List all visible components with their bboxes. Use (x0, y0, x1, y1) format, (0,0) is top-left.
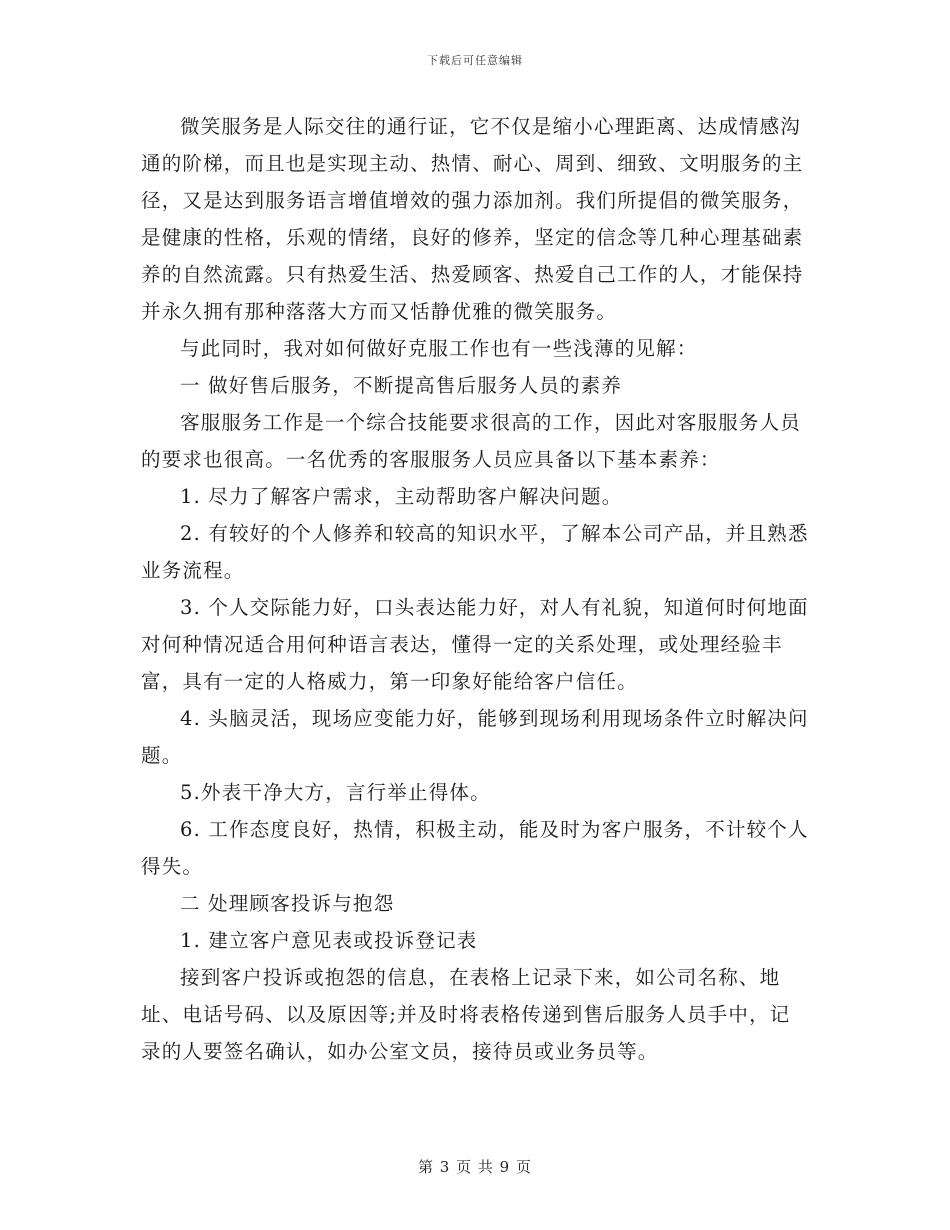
list-item-1: 1. 尽力了解客户需求，主动帮助客户解决问题。 (180, 485, 623, 508)
paragraph-complaint-handling: 接到客户投诉或抱怨的信息，在表格上记录下来，如公司名称、地址、电话号码、以及原因等;并及时将表格传递到售后服务人员手中，记录的人要签名确认，如办公室文员，接待员或业务员等。 (141, 966, 791, 1063)
list-item-5: 5.外表干净大方，言行举止得体。 (180, 781, 491, 804)
subheading-complaint-form: 1. 建立客户意见表或投诉登记表 (180, 929, 478, 952)
paragraph-intro-views: 与此同时，我对如何做好克服工作也有一些浅薄的见解： (180, 337, 698, 360)
list-item-4: 4. 头脑灵活，现场应变能力好，能够到现场利用现场条件立时解决问题。 (141, 707, 809, 767)
page-number: 第 3 页 共 9 页 (418, 1158, 532, 1176)
section-heading-complaints: 二 处理顾客投诉与抱怨 (180, 892, 395, 915)
page-header: 下载后可任意编辑 (427, 54, 523, 67)
paragraph-smile-service: 微笑服务是人际交往的通行证，它不仅是缩小心理距离、达成情感沟通的阶梯，而且也是实现主动、热情、耐心、周到、细致、文明服务的主径，又是达到服务语言增值增效的强力添加剂。我们所提倡的微笑服务，是健康的性格，乐观的情绪，良好的修养，坚定的信念等几种心理基础素养的自然流露。只有热爱生活、热爱顾客、热爱自己工作的人，才能保持并永久拥有那种落落大方而又恬静优雅的微笑服务。 (141, 115, 804, 323)
list-item-3: 3. 个人交际能力好，口头表达能力好，对人有礼貌，知道何时何地面对何种情况适合用何种语言表达，懂得一定的关系处理，或处理经验丰富，具有一定的人格威力，第一印象好能给客户信任。 (141, 596, 809, 693)
paragraph-service-requirements: 客服服务工作是一个综合技能要求很高的工作，因此对客服服务人员的要求也很高。一名优秀的客服服务人员应具备以下基本素养： (141, 411, 802, 471)
section-heading-after-sales: 一 做好售后服务，不断提高售后服务人员的素养 (180, 374, 623, 397)
document-body (141, 108, 811, 1070)
list-item-6: 6. 工作态度良好，热情，积极主动，能及时为客户服务，不计较个人得失。 (141, 818, 809, 878)
list-item-2: 2. 有较好的个人修养和较高的知识水平，了解本公司产品，并且熟悉业务流程。 (141, 522, 809, 582)
